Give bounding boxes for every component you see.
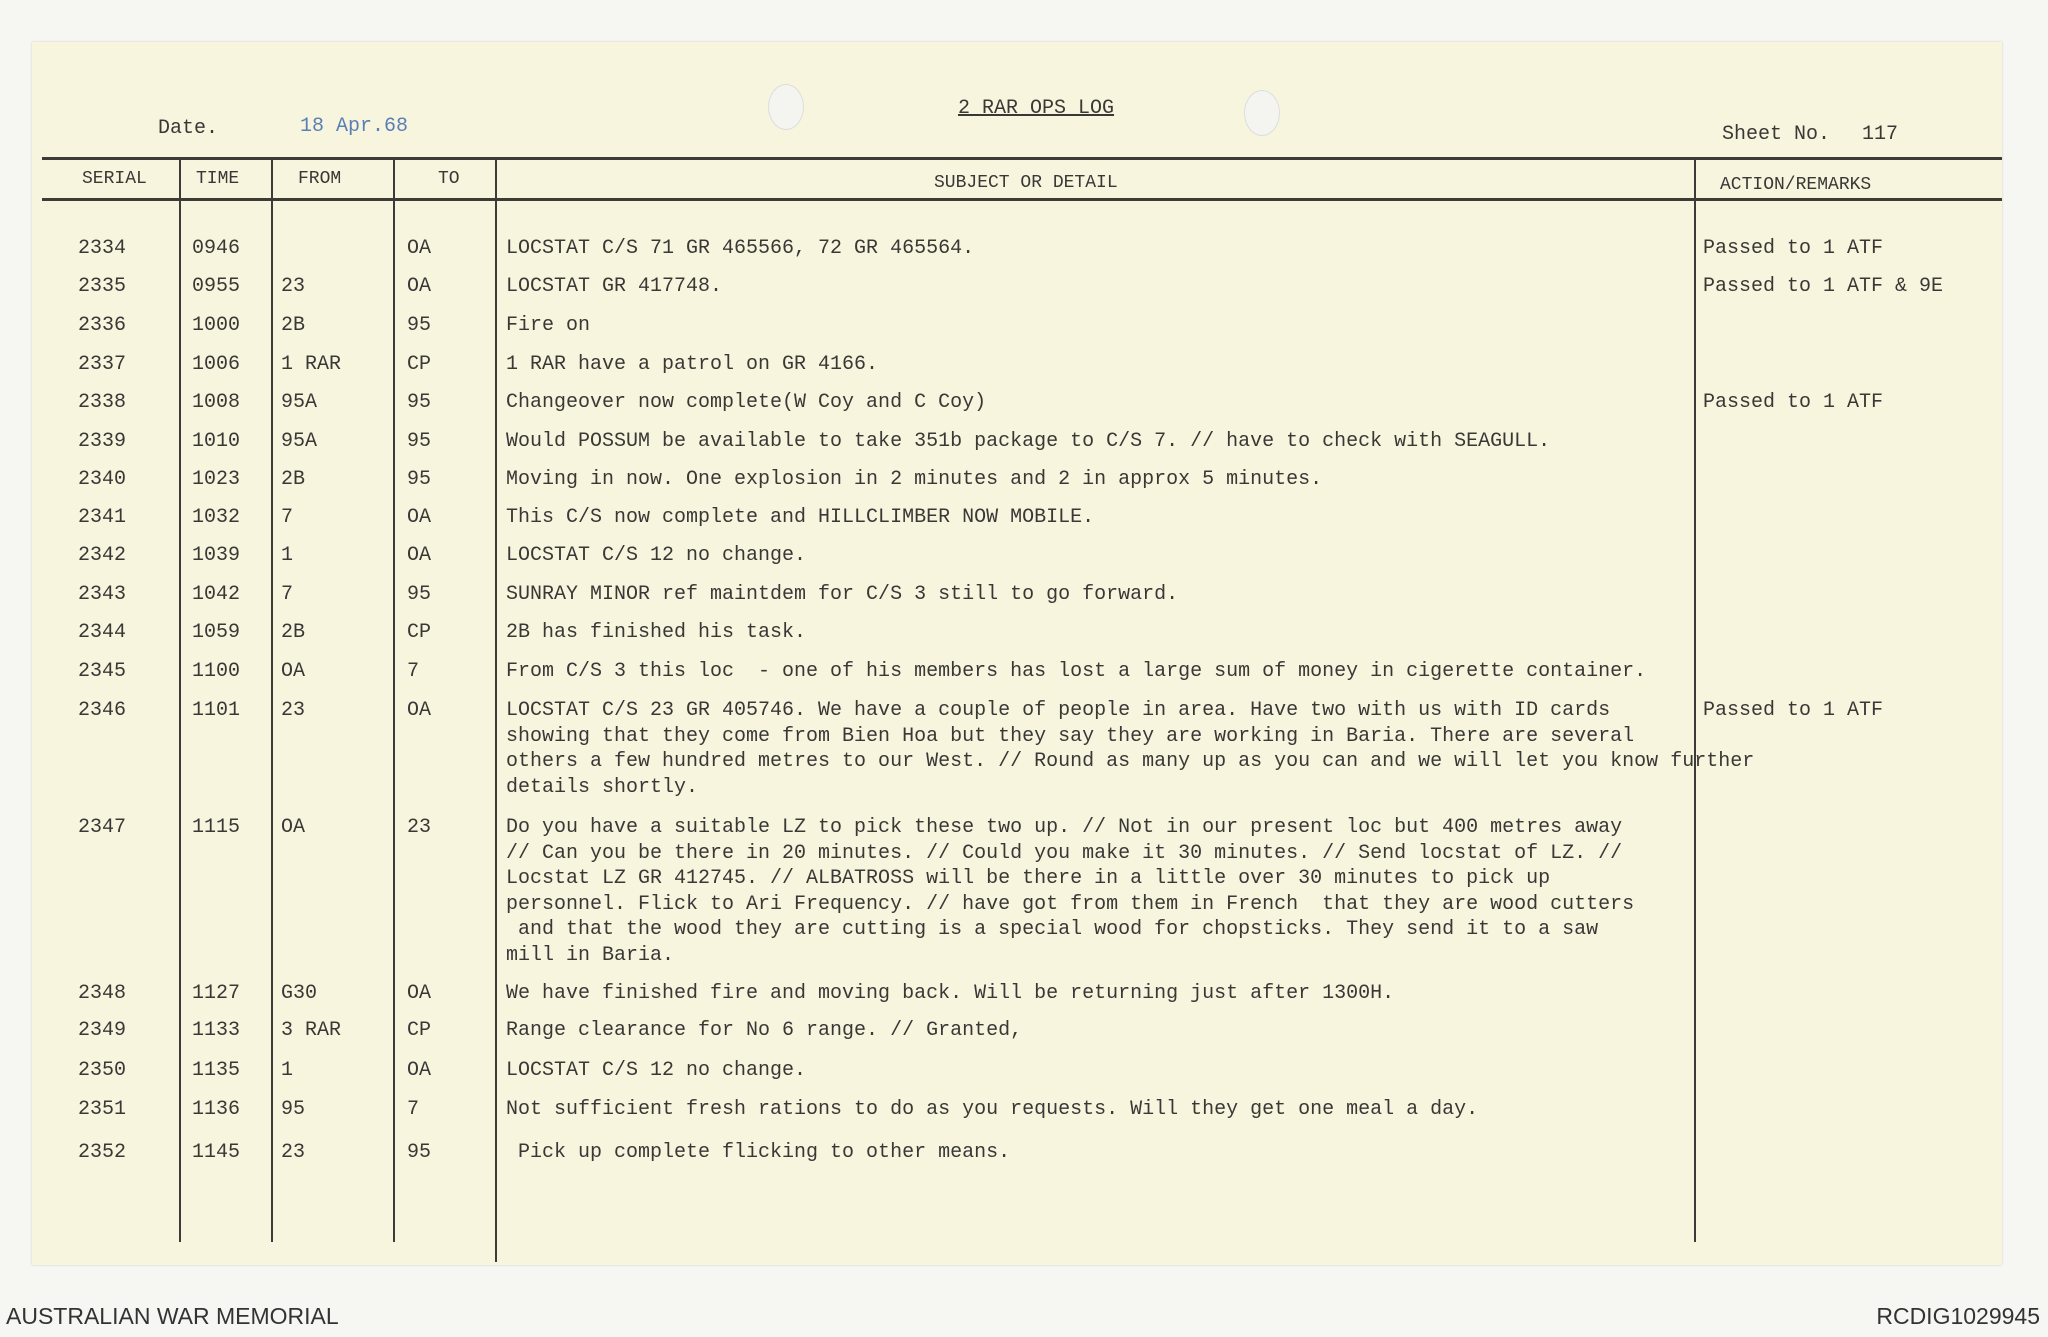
column-divider <box>179 157 181 1242</box>
row-time: 0955 <box>192 275 241 298</box>
row-detail: LOCSTAT C/S 23 GR 405746. We have a couple of people in area. Have two with us with ID cards showing that they come from Bien Hoa but they say they are working in Baria. There are several others a few hundred metres to our West. // Round as many up as you can and we will let you know further details shortly. <box>506 699 1755 799</box>
col-from: FROM <box>298 169 342 189</box>
row-to: OA <box>407 1059 432 1082</box>
row-to: OA <box>407 699 432 722</box>
row-from: 95 <box>281 1098 306 1121</box>
row-serial: 2349 <box>78 1019 127 1042</box>
row-to: CP <box>407 621 432 644</box>
row-from: 7 <box>281 583 294 606</box>
date-value: 18 Apr.68 <box>300 115 409 138</box>
row-to: 7 <box>407 1098 420 1121</box>
row-from: 7 <box>281 506 294 529</box>
row-serial: 2345 <box>78 660 127 683</box>
sheet-label: Sheet No. <box>1722 123 1831 146</box>
column-divider <box>393 157 395 1242</box>
row-time: 0946 <box>192 237 241 260</box>
row-to: 95 <box>407 391 432 414</box>
row-detail: 2B has finished his task. <box>506 621 807 644</box>
row-to: 95 <box>407 1141 432 1164</box>
row-from: 1 RAR <box>281 353 342 376</box>
row-detail: 1 RAR have a patrol on GR 4166. <box>506 353 879 376</box>
row-detail: This C/S now complete and HILLCLIMBER NOW MOBILE. <box>506 506 1095 529</box>
row-action: Passed to 1 ATF <box>1703 237 1884 260</box>
row-detail: SUNRAY MINOR ref maintdem for C/S 3 still to go forward. <box>506 583 1179 606</box>
row-to: CP <box>407 353 432 376</box>
row-time: 1032 <box>192 506 241 529</box>
row-from: 23 <box>281 1141 306 1164</box>
row-serial: 2335 <box>78 275 127 298</box>
row-from: 3 RAR <box>281 1019 342 1042</box>
row-serial: 2347 <box>78 816 127 839</box>
row-time: 1010 <box>192 430 241 453</box>
row-to: 7 <box>407 660 420 683</box>
row-from: 23 <box>281 275 306 298</box>
row-to: 95 <box>407 430 432 453</box>
row-detail: LOCSTAT C/S 12 no change. <box>506 1059 807 1082</box>
col-time: TIME <box>196 169 240 189</box>
row-to: OA <box>407 982 432 1005</box>
row-to: OA <box>407 275 432 298</box>
row-time: 1000 <box>192 314 241 337</box>
row-from: 23 <box>281 699 306 722</box>
row-from: OA <box>281 660 306 683</box>
header-rule <box>42 198 2002 201</box>
row-serial: 2338 <box>78 391 127 414</box>
row-time: 1135 <box>192 1059 241 1082</box>
row-action: Passed to 1 ATF <box>1703 699 1884 722</box>
row-from: 1 <box>281 544 294 567</box>
row-time: 1023 <box>192 468 241 491</box>
date-label: Date. <box>158 117 219 140</box>
row-from: G30 <box>281 982 318 1005</box>
row-time: 1039 <box>192 544 241 567</box>
row-from: OA <box>281 816 306 839</box>
col-to: TO <box>438 169 460 189</box>
row-detail: Would POSSUM be available to take 351b package to C/S 7. // have to check with SEAGULL. <box>506 430 1551 453</box>
row-detail: Do you have a suitable LZ to pick these two up. // Not in our present loc but 400 metres away // Can you be there in 20 minutes. // Could you make it 30 minutes. // Send locstat of LZ. // Locstat LZ GR 412745. // ALBATROSS will be there in a little over 30 minutes to pick up personnel. Flick to Ari Frequency. // have got from them in French that they are wood cutters and that the wood they are cutting is a special wood for chopsticks. They send it to a saw mill in Baria. <box>506 816 1635 967</box>
page-title: 2 RAR OPS LOG <box>958 97 1115 120</box>
col-serial: SERIAL <box>82 169 147 189</box>
log-sheet <box>32 42 2002 1265</box>
row-detail: Moving in now. One explosion in 2 minutes and 2 in approx 5 minutes. <box>506 468 1323 491</box>
punch-hole <box>1244 90 1280 136</box>
row-time: 1059 <box>192 621 241 644</box>
row-time: 1133 <box>192 1019 241 1042</box>
row-serial: 2339 <box>78 430 127 453</box>
row-serial: 2352 <box>78 1141 127 1164</box>
row-serial: 2348 <box>78 982 127 1005</box>
row-serial: 2337 <box>78 353 127 376</box>
row-to: 95 <box>407 583 432 606</box>
row-to: 95 <box>407 468 432 491</box>
row-from: 2B <box>281 621 306 644</box>
row-detail: Fire on <box>506 314 591 337</box>
row-to: 23 <box>407 816 432 839</box>
row-serial: 2350 <box>78 1059 127 1082</box>
row-detail: LOCSTAT C/S 12 no change. <box>506 544 807 567</box>
row-to: 95 <box>407 314 432 337</box>
col-action: ACTION/REMARKS <box>1720 175 1872 195</box>
row-from: 2B <box>281 314 306 337</box>
row-from: 1 <box>281 1059 294 1082</box>
row-action: Passed to 1 ATF & 9E <box>1703 275 1944 298</box>
row-to: CP <box>407 1019 432 1042</box>
table-top-rule <box>42 157 2002 160</box>
row-time: 1042 <box>192 583 241 606</box>
row-time: 1100 <box>192 660 241 683</box>
row-time: 1115 <box>192 816 241 839</box>
row-from: 95A <box>281 391 318 414</box>
row-time: 1006 <box>192 353 241 376</box>
row-serial: 2351 <box>78 1098 127 1121</box>
row-detail: LOCSTAT GR 417748. <box>506 275 723 298</box>
row-from: 95A <box>281 430 318 453</box>
row-detail: Range clearance for No 6 range. // Granted, <box>506 1019 1023 1042</box>
row-to: OA <box>407 506 432 529</box>
punch-hole <box>768 84 804 130</box>
row-time: 1145 <box>192 1141 241 1164</box>
footer-source: AUSTRALIAN WAR MEMORIAL <box>6 1303 339 1329</box>
row-detail: LOCSTAT C/S 71 GR 465566, 72 GR 465564. <box>506 237 975 260</box>
row-serial: 2342 <box>78 544 127 567</box>
row-serial: 2334 <box>78 237 127 260</box>
row-serial: 2336 <box>78 314 127 337</box>
sheet-value: 117 <box>1862 123 1899 146</box>
row-detail: Not sufficient fresh rations to do as you requests. Will they get one meal a day. <box>506 1098 1479 1121</box>
row-detail: Pick up complete flicking to other means. <box>506 1141 1011 1164</box>
row-serial: 2341 <box>78 506 127 529</box>
row-serial: 2346 <box>78 699 127 722</box>
row-serial: 2340 <box>78 468 127 491</box>
row-detail: From C/S 3 this loc - one of his members has lost a large sum of money in cigerette container. <box>506 660 1647 683</box>
column-divider <box>495 157 497 1262</box>
footer-id: RCDIG1029945 <box>1876 1303 2040 1329</box>
row-detail: Changeover now complete(W Coy and C Coy) <box>506 391 987 414</box>
row-serial: 2344 <box>78 621 127 644</box>
row-time: 1008 <box>192 391 241 414</box>
column-divider <box>271 157 273 1242</box>
row-action: Passed to 1 ATF <box>1703 391 1884 414</box>
row-from: 2B <box>281 468 306 491</box>
row-to: OA <box>407 237 432 260</box>
col-subject: SUBJECT OR DETAIL <box>934 173 1118 193</box>
row-detail: We have finished fire and moving back. Will be returning just after 1300H. <box>506 982 1395 1005</box>
row-time: 1101 <box>192 699 241 722</box>
row-serial: 2343 <box>78 583 127 606</box>
row-time: 1127 <box>192 982 241 1005</box>
row-to: OA <box>407 544 432 567</box>
row-time: 1136 <box>192 1098 241 1121</box>
